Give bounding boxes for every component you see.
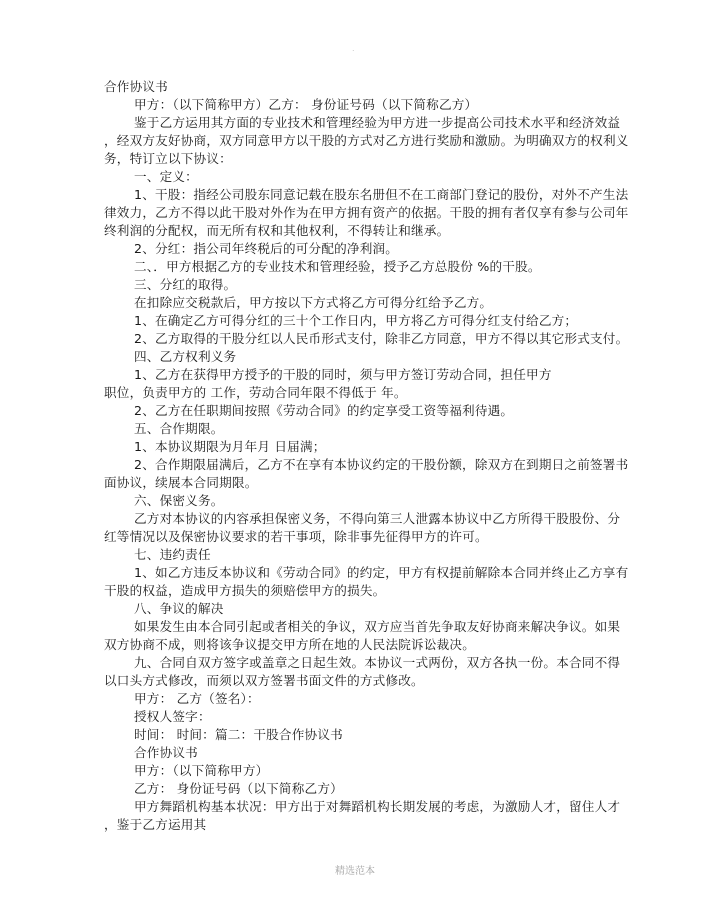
text-line: 合作协议书: [104, 79, 168, 94]
text-line: 在扣除应交税款后，甲方按以下方式将乙方可得分红给予乙方。: [134, 295, 493, 310]
text-line: 六、保密义务。: [134, 493, 224, 508]
text-line: 1、在确定乙方可得分红的三十个工作日内，甲方将乙方可得分红支付给乙方；: [134, 313, 578, 328]
text-line: 甲方：（以下简称甲方）: [134, 763, 269, 778]
text-line: 七、违约责任: [134, 547, 211, 562]
text-line: 律效力，乙方不得以此干股对外作为在甲方拥有资产的依据。干股的拥有者仅享有参与公司年: [104, 205, 629, 220]
text-line: 一、定义：: [134, 169, 198, 184]
text-line: 二、．甲方根据乙方的专业技术和管理经验，授予乙方总股份 %的干股。: [134, 259, 541, 274]
text-line: 务，特订立以下协议：: [104, 151, 232, 166]
text-line: 甲方： 乙方（签名）：: [134, 691, 260, 706]
text-line: 2、乙方取得的干股分红以人民币形式支付，除非乙方同意，甲方不得以其它形式支付。: [134, 331, 629, 346]
text-line: 红等情况以及保密协议要求的若干事项，除非事先征得甲方的许可。: [104, 529, 488, 544]
text-line: 双方协商不成，则将该争议提交甲方所在地的人民法院诉讼裁决。: [104, 637, 476, 652]
text-line: 终利润的分配权，而无所有权和其他权利，不得转让和继承。: [104, 223, 450, 238]
text-line: 甲方舞蹈机构基本状况：甲方出于对舞蹈机构长期发展的考虑，为激励人才，留住人才: [134, 799, 621, 814]
text-line: ，经双方友好协商，双方同意甲方以干股的方式对乙方进行奖励和激励。为明确双方的权利义: [104, 133, 629, 148]
text-line: 九、合同自双方签字或盖章之日起生效。本协议一式两份，双方各执一份。本合同不得: [134, 655, 621, 670]
text-line: 2、合作期限届满后，乙方不在享有本协议约定的干股份额，除双方在到期日之前签署书: [134, 457, 629, 472]
text-line: 合作协议书: [134, 745, 198, 760]
text-line: 1、乙方在获得甲方授予的干股的同时，须与甲方签订劳动合同，担任甲方: [134, 367, 552, 382]
text-line: 授权人签字：: [134, 709, 211, 724]
text-line: 甲方：（以下简称甲方）乙方： 身份证号码（以下简称乙方）: [134, 97, 478, 112]
text-line: 职位，负责甲方的 工作，劳动合同年限不得低于 年。: [104, 385, 407, 400]
text-line: 乙方对本协议的内容承担保密义务，不得向第三人泄露本协议中乙方所得干股股份、分: [134, 511, 621, 526]
text-line: 面协议，续展本合同期限。: [104, 475, 258, 490]
text-line: 乙方： 身份证号码（以下简称乙方）: [134, 781, 343, 796]
text-line: 以口头方式修改，而须以双方签署书面文件的方式修改。: [104, 673, 424, 688]
text-line: 八、争议的解决: [134, 601, 224, 616]
top-mark: .: [352, 44, 355, 53]
text-line: 五、合作期限。: [134, 421, 224, 436]
page-footer: 精选范本: [335, 866, 375, 877]
document-body: [0, 78, 710, 834]
text-line: 1、如乙方违反本协议和《劳动合同》的约定，甲方有权提前解除本合同并终止乙方享有: [134, 565, 629, 580]
text-line: 时间： 时间：篇二：干股合作协议书: [134, 727, 343, 742]
text-line: 三、分红的取得。: [134, 277, 237, 292]
text-line: 2、分红：指公司年终税后的可分配的净利润。: [134, 241, 399, 256]
text-line: 四、乙方权利义务: [134, 349, 237, 364]
text-line: ，鉴于乙方运用其: [104, 817, 207, 832]
text-line: 1、本协议期限为月年月 日届满；: [134, 439, 326, 454]
text-line: 干股的权益，造成甲方损失的须赔偿甲方的损失。: [104, 583, 386, 598]
text-line: 1、干股：指经公司股东同意记载在股东名册但不在工商部门登记的股份，对外不产生法: [134, 187, 629, 202]
text-line: 鉴于乙方运用其方面的专业技术和管理经验为甲方进一步提高公司技术水平和经济效益: [134, 115, 621, 130]
text-line: 如果发生由本合同引起或者相关的争议，双方应当首先争取友好协商来解决争议。如果: [134, 619, 621, 634]
text-line: 2、乙方在任职期间按照《劳动合同》的约定享受工资等福利待遇。: [134, 403, 514, 418]
